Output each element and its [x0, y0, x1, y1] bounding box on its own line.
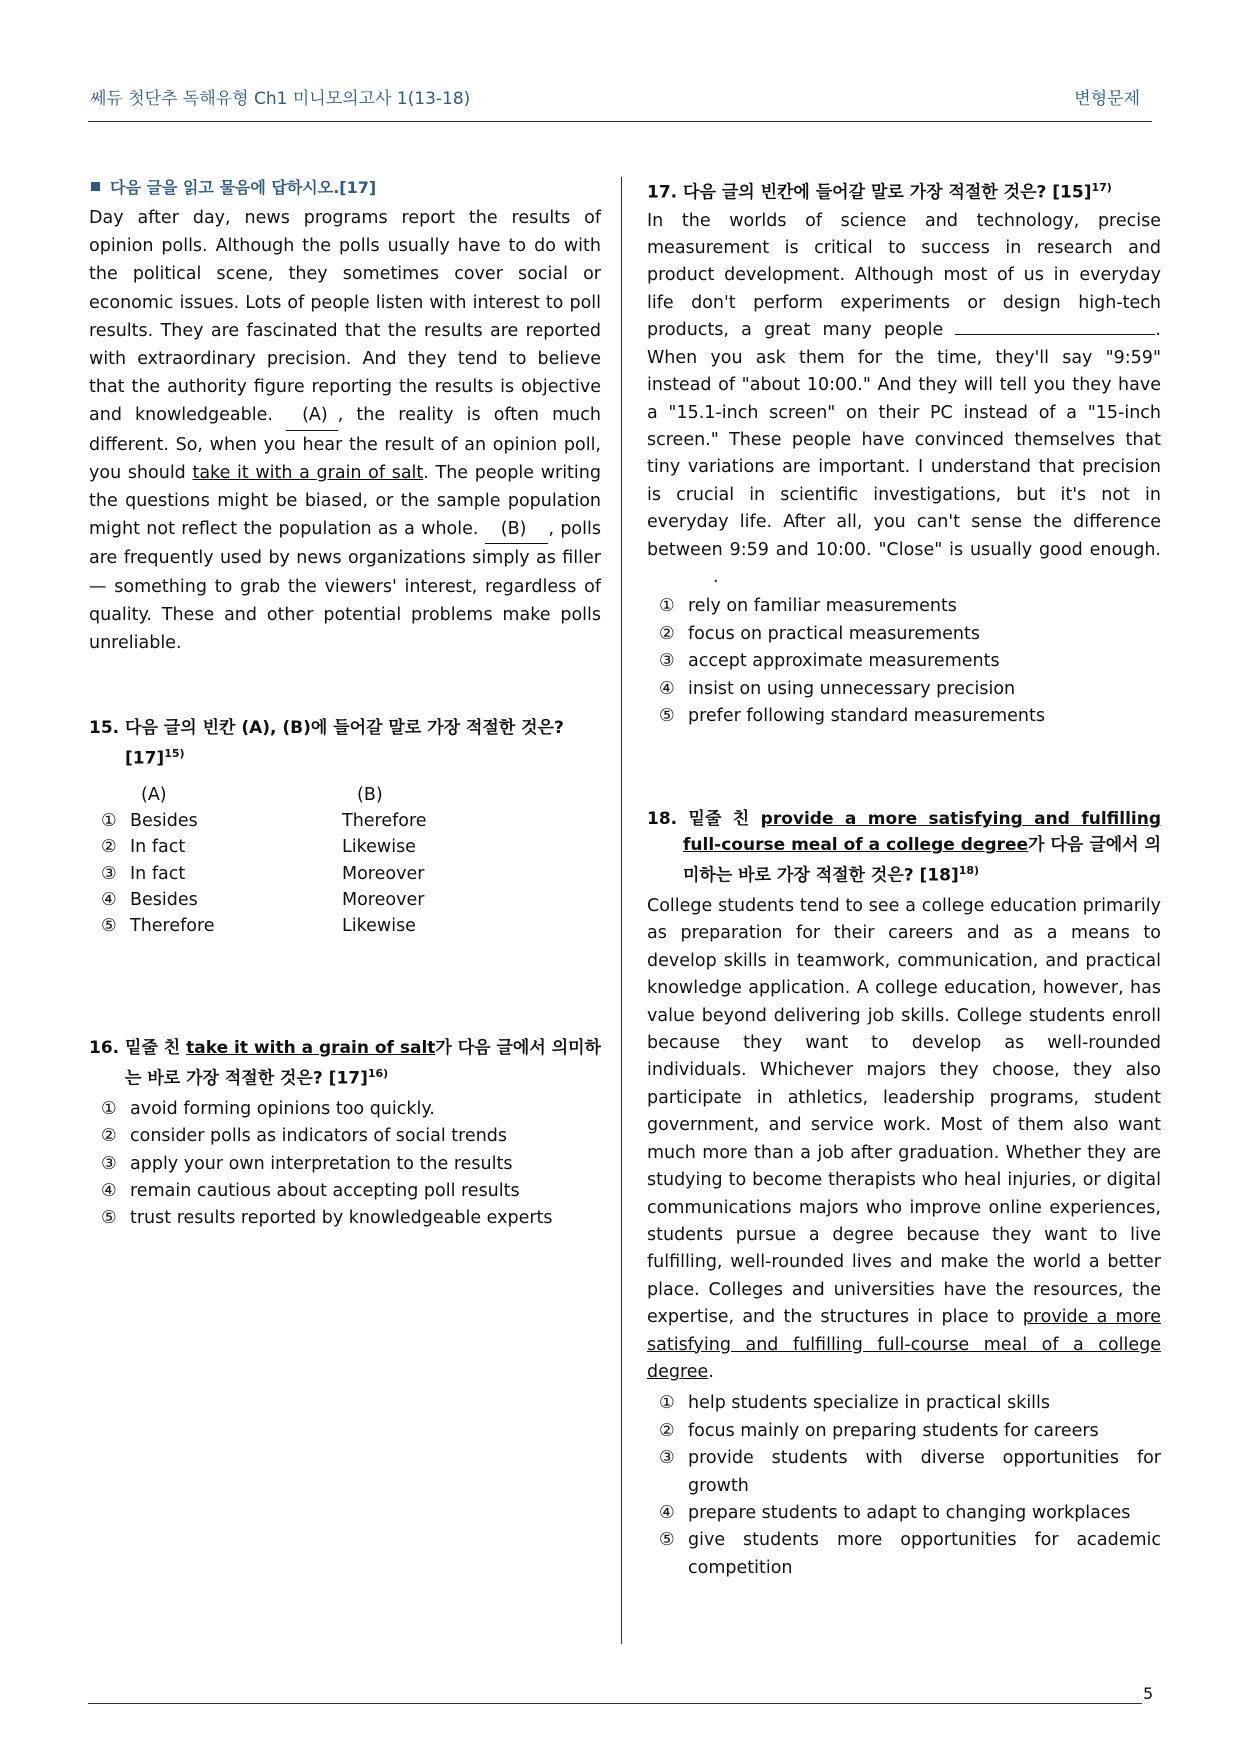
q16-option[interactable]: ④ remain cautious about accepting poll results — [101, 1181, 520, 1201]
underlined-phrase: provide a more satisfying and fulfilling full-course meal of a college degree — [647, 1307, 1161, 1382]
passage-college: College students tend to see a college education primarily as preparation for their careers and as a means to develop skills in teamwork, communication, and practical knowledge application. A college education, however, has value beyond delivering job skills. College students enroll because they want to develop as well-rounded individuals. Whichever majors they choose, they also participate in athletics, leadership programs, student government, and service work. Most of them also want much more than a job after graduation. Whether they are studying to become therapists who heal injuries, or digital communications majors who improve online experiences, students pursue a degree because they want to live fulfilling, well-rounded lives and make the world a better place. Colleges and universities have the resources, the expertise, and the structures in place to provide a more satisfying and fulfilling full-course meal of a college degree. — [647, 896, 1161, 1382]
q17-option[interactable]: ① rely on familiar measurements — [659, 596, 957, 617]
q16-option[interactable]: ③ apply your own interpretation to the results — [101, 1153, 513, 1174]
q17-option[interactable]: ④ insist on using unnecessary precision — [659, 678, 1016, 699]
q15-answer-table: (A) (B) ① Besides Therefore ② In fact Likewise ③ In fact Moreover ④ Besides Moreover ⑤ Therefore Likewise — [101, 782, 601, 939]
q16-options — [89, 1096, 601, 1233]
q15-option[interactable]: ⑤ Therefore Likewise — [101, 915, 416, 936]
q16-option[interactable]: ⑤ trust results reported by knowledgeable experts — [101, 1208, 553, 1229]
q18-options — [647, 1390, 1161, 1582]
blank-17 — [955, 334, 1155, 335]
q18-option[interactable]: ③ provide students with diverse opportunities for growth — [659, 1448, 1161, 1496]
square-bullet-icon — [91, 182, 100, 191]
q15-option[interactable]: ④ Besides Moreover — [101, 889, 425, 910]
q18-option[interactable]: ② focus mainly on preparing students for careers — [659, 1420, 1099, 1441]
question-16: 16. 밑줄 친 take it with a grain of salt가 다음 글에서 의미하는 바로 가장 적절한 것은? $[17]^{16)}$ — [89, 1038, 601, 1089]
q16-option[interactable]: ② consider polls as indicators of social trends — [101, 1126, 508, 1147]
page-number: 5 — [1143, 1684, 1154, 1703]
q17-option[interactable]: ⑤ prefer following standard measurements — [659, 705, 1045, 726]
header-divider — [88, 121, 1152, 122]
q17-options — [647, 593, 1161, 730]
header-label: 변형문제 — [1074, 89, 1140, 109]
section-instruction: 다음 글을 읽고 물음에 답하시오.[17] — [89, 175, 601, 198]
passage-polls: Day after day, news programs report the results of opinion polls. Although the polls usually have to do with the political scene, they sometimes cover social or economic issues. Lots of people listen with interest to poll results. They are fascinated that the results are reported with extraordinary precision. And they tend to believe that the authority figure reporting the results is objective and knowledgeable. (A) , the reality is often much different. So, when you hear the result of an opinion poll, you should take it with a grain of salt. The people writing the questions might be biased, or the sample population might not reflect the population as a whole. (B) , polls are frequently used by news organizations simply as filler — something to grab the viewers' interest, regardless of quality. These and other potential problems make polls unreliable. — [89, 208, 601, 654]
footer-divider — [88, 1703, 1142, 1704]
q16-option[interactable]: ① avoid forming opinions too quickly. — [101, 1098, 435, 1119]
q15-option[interactable]: ① Besides Therefore — [101, 811, 427, 832]
q17-option[interactable]: ③ accept approximate measurements — [659, 651, 1000, 672]
blank-b: (B) — [485, 515, 549, 544]
underlined-phrase: take it with a grain of salt — [192, 462, 424, 483]
q18-option[interactable]: ① help students specialize in practical skills — [659, 1393, 1051, 1414]
q18-option[interactable]: ④ prepare students to adapt to changing workplaces — [659, 1502, 1131, 1523]
left-column — [89, 175, 601, 1233]
column-divider — [621, 177, 622, 1644]
header-title: 쎄듀 첫단추 독해유형 Ch1 미니모의고사 1(13-18) — [90, 89, 471, 109]
right-column — [647, 175, 1161, 1582]
q18-option[interactable]: ⑤ give students more opportunities for academic competition — [659, 1530, 1161, 1578]
passage-measurement: In the worlds of science and technology, precise measurement is critical to success in research and product development. Although most of us in everyday life don't perform experiments or design high-tech products, a great many people . When you ask them for the time, they'll say "9:59" instead of "about 10:00." And they will tell you they have a "15.1-inch screen" on their PC instead of a "15-inch screen." These people have convinced themselves that tiny variations are important. I understand that precision is crucial in scientific investigations, but it's not in everyday life. After all, you can't sense the difference between 9:59 and 10:00. "Close" is usually good enough.. — [647, 210, 1161, 587]
q15-option[interactable]: ③ In fact Moreover — [101, 863, 425, 884]
q17-option[interactable]: ② focus on practical measurements — [659, 623, 980, 644]
question-15: 15. 다음 글의 빈칸 (A), (B)에 들어갈 말로 가장 적절한 것은? $[17]^{15)}$ — [89, 718, 564, 769]
question-17: 17. 다음 글의 빈칸에 들어갈 말로 가장 적절한 것은? $[15]^{17)}$ — [647, 181, 1112, 203]
blank-a: (A) — [286, 401, 338, 430]
question-18: 18. 밑줄 친 provide a more satisfying and fulfilling full-course meal of a college degree가 다음 글에서 의미하는 바로 가장 적절한 것은? $[18]^{18)}$ — [647, 809, 1162, 887]
q15-option[interactable]: ② In fact Likewise — [101, 837, 416, 858]
